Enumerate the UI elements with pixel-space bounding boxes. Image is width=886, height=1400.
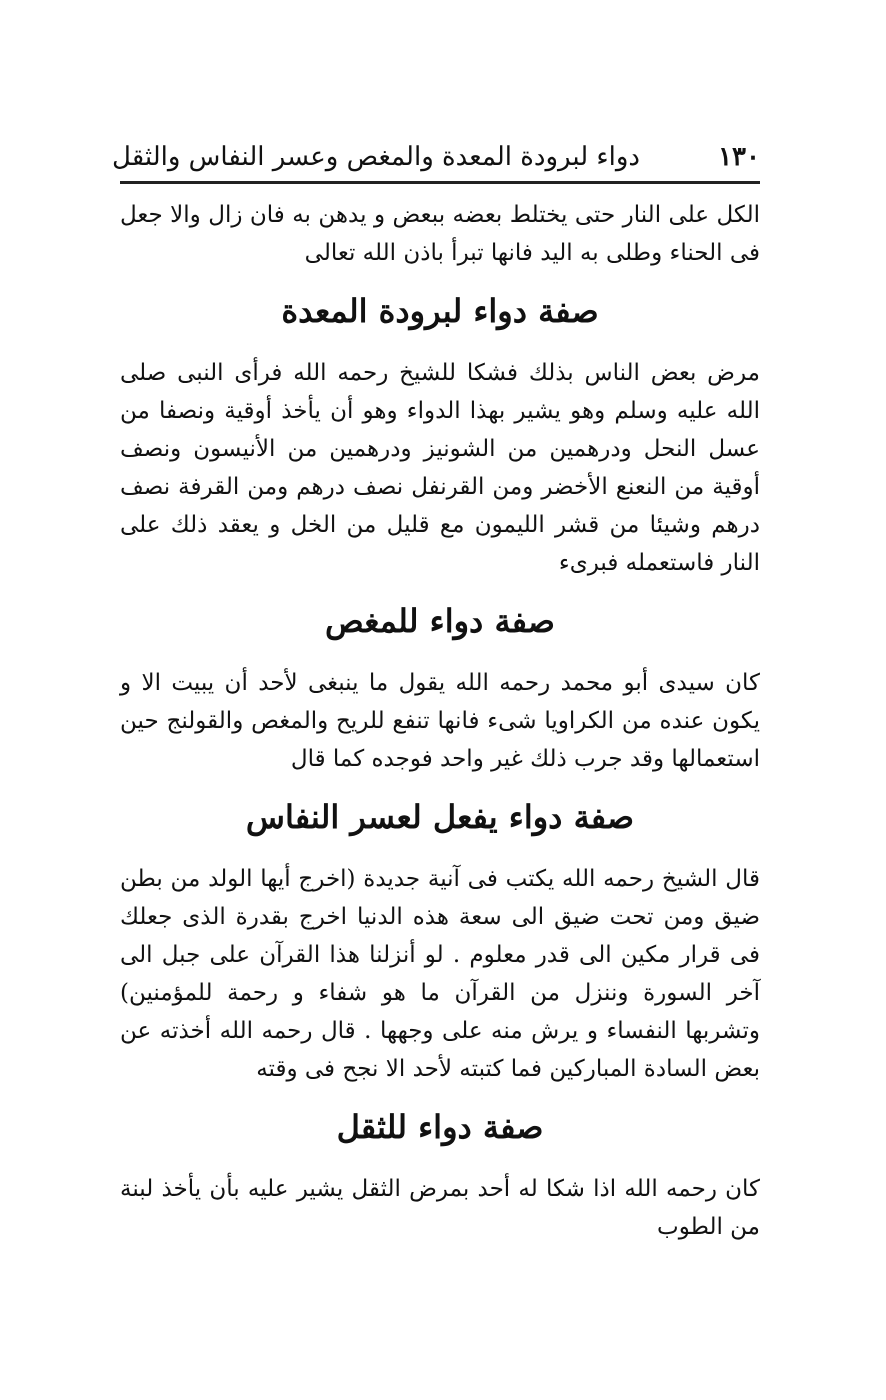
paragraph: الكل على النار حتى يختلط بعضه ببعض و يدهن به فان زال والا جعل فى الحناء وطلى به اليد فانها تبرأ باذن الله تعالى xyxy=(120,202,760,266)
paragraph: كان رحمه الله اذا شكا له أحد بمرض الثقل يشير عليه بأن يأخذ لبنة من الطوب xyxy=(120,1176,760,1240)
page-number: ١٣٠ xyxy=(718,142,760,172)
page-header xyxy=(112,140,760,176)
section-heading: صفة دواء للمغص xyxy=(325,602,555,640)
page-body xyxy=(120,196,760,1246)
running-title: دواء لبرودة المعدة والمغص وعسر النفاس والثقل xyxy=(112,142,640,172)
section-heading: صفة دواء يفعل لعسر النفاس xyxy=(245,798,635,836)
paragraph: كان سيدى أبو محمد رحمه الله يقول ما ينبغى لأحد أن يبيت الا و يكون عنده من الكراويا شىء فانها تنفع للريح والمغص والقولنج حين استعمالها وقد جرب ذلك غير واحد فوجده كما قال xyxy=(120,670,760,772)
section-heading: صفة دواء للثقل xyxy=(336,1108,544,1146)
section-heading: صفة دواء لبرودة المعدة xyxy=(281,292,599,330)
paragraph: مرض بعض الناس بذلك فشكا للشيخ رحمه الله فرأى النبى صلى الله عليه وسلم وهو يشير بهذا الدواء وهو أن يأخذ أوقية ونصفا من عسل النحل ودرهمين من الشونيز ودرهمين من الأنيسون ونصف أوقية من النعنع الأخضر ومن القرنفل نصف درهم ومن القرفة نصف درهم وشيئا من قشر الليمون مع قليل من الخل و يعقد ذلك على النار فاستعمله فبرىء xyxy=(120,360,760,576)
paragraph: قال الشيخ رحمه الله يكتب فى آنية جديدة (اخرج أيها الولد من بطن ضيق ومن تحت ضيق الى سعة هذه الدنيا اخرج بقدرة الذى جعلك فى قرار مكين الى قدر معلوم . لو أنزلنا هذا القرآن على جبل الى آخر السورة وننزل من القرآن ما هو شفاء و رحمة للمؤمنين) وتشربها النفساء و يرش منه على وجهها . قال رحمه الله أخذته عن بعض السادة المباركين فما كتبته لأحد الا نجح فى وقته xyxy=(120,866,760,1082)
header-rule xyxy=(120,181,760,184)
